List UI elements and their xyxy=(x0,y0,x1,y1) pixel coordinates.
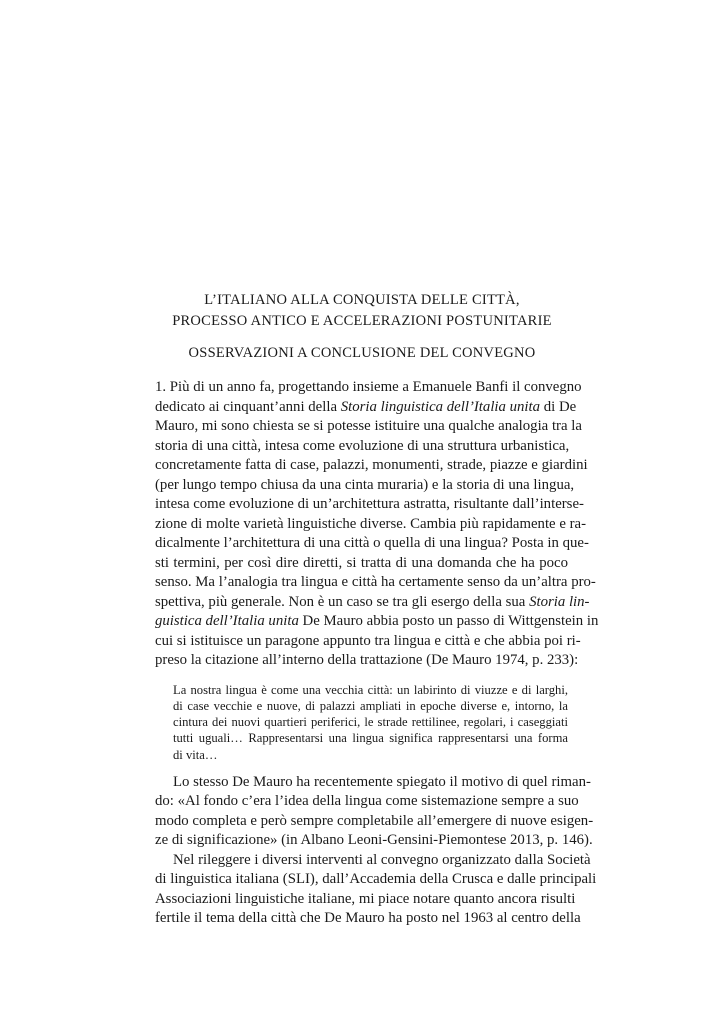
text-line: zione di molte varietà linguistiche diverse. Cambia più rapidamente e ra- xyxy=(155,515,587,532)
text-line: guistica dell’Italia unita De Mauro abbia posto un passo di Wittgenstein in xyxy=(155,613,599,629)
quote-line: La nostra lingua è come una vecchia città: un labirinto di viuzze e di larghi, xyxy=(173,682,568,697)
paragraph-2 xyxy=(155,773,594,851)
quote-line: di vita… xyxy=(173,747,218,762)
quote-line: tutti uguali… Rappresentarsi una lingua significa rappresentarsi una forma xyxy=(173,731,568,746)
text-line: Lo stesso De Mauro ha recentemente spiegato il motivo di quel riman- xyxy=(173,773,591,790)
text-line: do: «Al fondo c’era l’idea della lingua come sistemazione sempre a suo xyxy=(155,793,579,810)
quote-line: di case vecchie e nuove, di palazzi ampliati in epoche diverse e, intorno, la xyxy=(173,698,568,713)
text-line: storia di una città, intesa come evoluzione di una struttura urbanistica, xyxy=(155,437,570,454)
text-line: ze di significazione» (in Albano Leoni-Gensini-Piemontese 2013, p. 146). xyxy=(155,832,593,849)
paragraph-3 xyxy=(155,851,597,929)
article-title-block xyxy=(152,290,572,364)
book-title: Storia lin- xyxy=(529,593,590,610)
text-line: dedicato ai cinquant’anni della Storia linguistica dell’Italia unita di De xyxy=(155,398,577,415)
paragraph-1 xyxy=(155,378,599,671)
text-line: Associazioni linguistiche italiane, mi piace notare quanto ancora risulti xyxy=(155,890,576,907)
text-line: sti termini, per così dire diretti, si tratta di una domanda che ha poco xyxy=(155,554,568,571)
text-line: concretamente fatta di case, palazzi, monumenti, strade, piazze e giardini xyxy=(155,457,588,473)
text-line: 1. Più di un anno fa, progettando insieme a Emanuele Banfi il convegno xyxy=(155,379,582,395)
text-line: Mauro, mi sono chiesta se si potesse istituire una qualche analogia tra la xyxy=(155,418,582,434)
text-line: preso la citazione all’interno della trattazione (De Mauro 1974, p. 233): xyxy=(155,652,579,668)
text-line: dicalmente l’architettura di una città o quella di una lingua? Posta in que- xyxy=(155,535,589,551)
text-line: spettiva, più generale. Non è un caso se tra gli esergo della sua Storia lin- xyxy=(155,593,590,610)
text-line: modo completa e però sempre completabile all’emergere di nuove esigen- xyxy=(155,812,594,829)
article-title-line-1: L’ITALIANO ALLA CONQUISTA DELLE CITTÀ, xyxy=(204,292,520,308)
quote-line: cintura dei nuovi quartieri periferici, le strade rettilinee, regolari, i caseggiati xyxy=(173,715,568,730)
article-title-line-2: PROCESSO ANTICO E ACCELERAZIONI POSTUNITARIE xyxy=(172,313,552,329)
book-title: Storia linguistica dell’Italia unita xyxy=(340,398,541,415)
block-quote xyxy=(173,682,568,763)
book-title: guistica dell’Italia unita xyxy=(155,613,299,629)
article-body xyxy=(155,378,599,929)
article-subtitle: OSSERVAZIONI A CONCLUSIONE DEL CONVEGNO xyxy=(188,345,536,361)
text-line: cui si istituisce un paragone appunto tra lingua e città e che abbia poi ri- xyxy=(155,632,581,649)
text-line: (per lungo tempo chiusa da una cinta muraria) e la storia di una lingua, xyxy=(155,476,575,493)
text-line: intesa come evoluzione di un’architettura astratta, risultante dall’interse- xyxy=(155,496,584,512)
text-line: fertile il tema della città che De Mauro ha posto nel 1963 al centro della xyxy=(155,910,581,927)
text-line: Nel rileggere i diversi interventi al convegno organizzato dalla Società xyxy=(173,851,591,868)
text-line: senso. Ma l’analogia tra lingua e città ha certamente senso da un’altra pro- xyxy=(155,574,596,590)
text-line: di linguistica italiana (SLI), dall’Accademia della Crusca e dalle principali xyxy=(155,871,597,888)
